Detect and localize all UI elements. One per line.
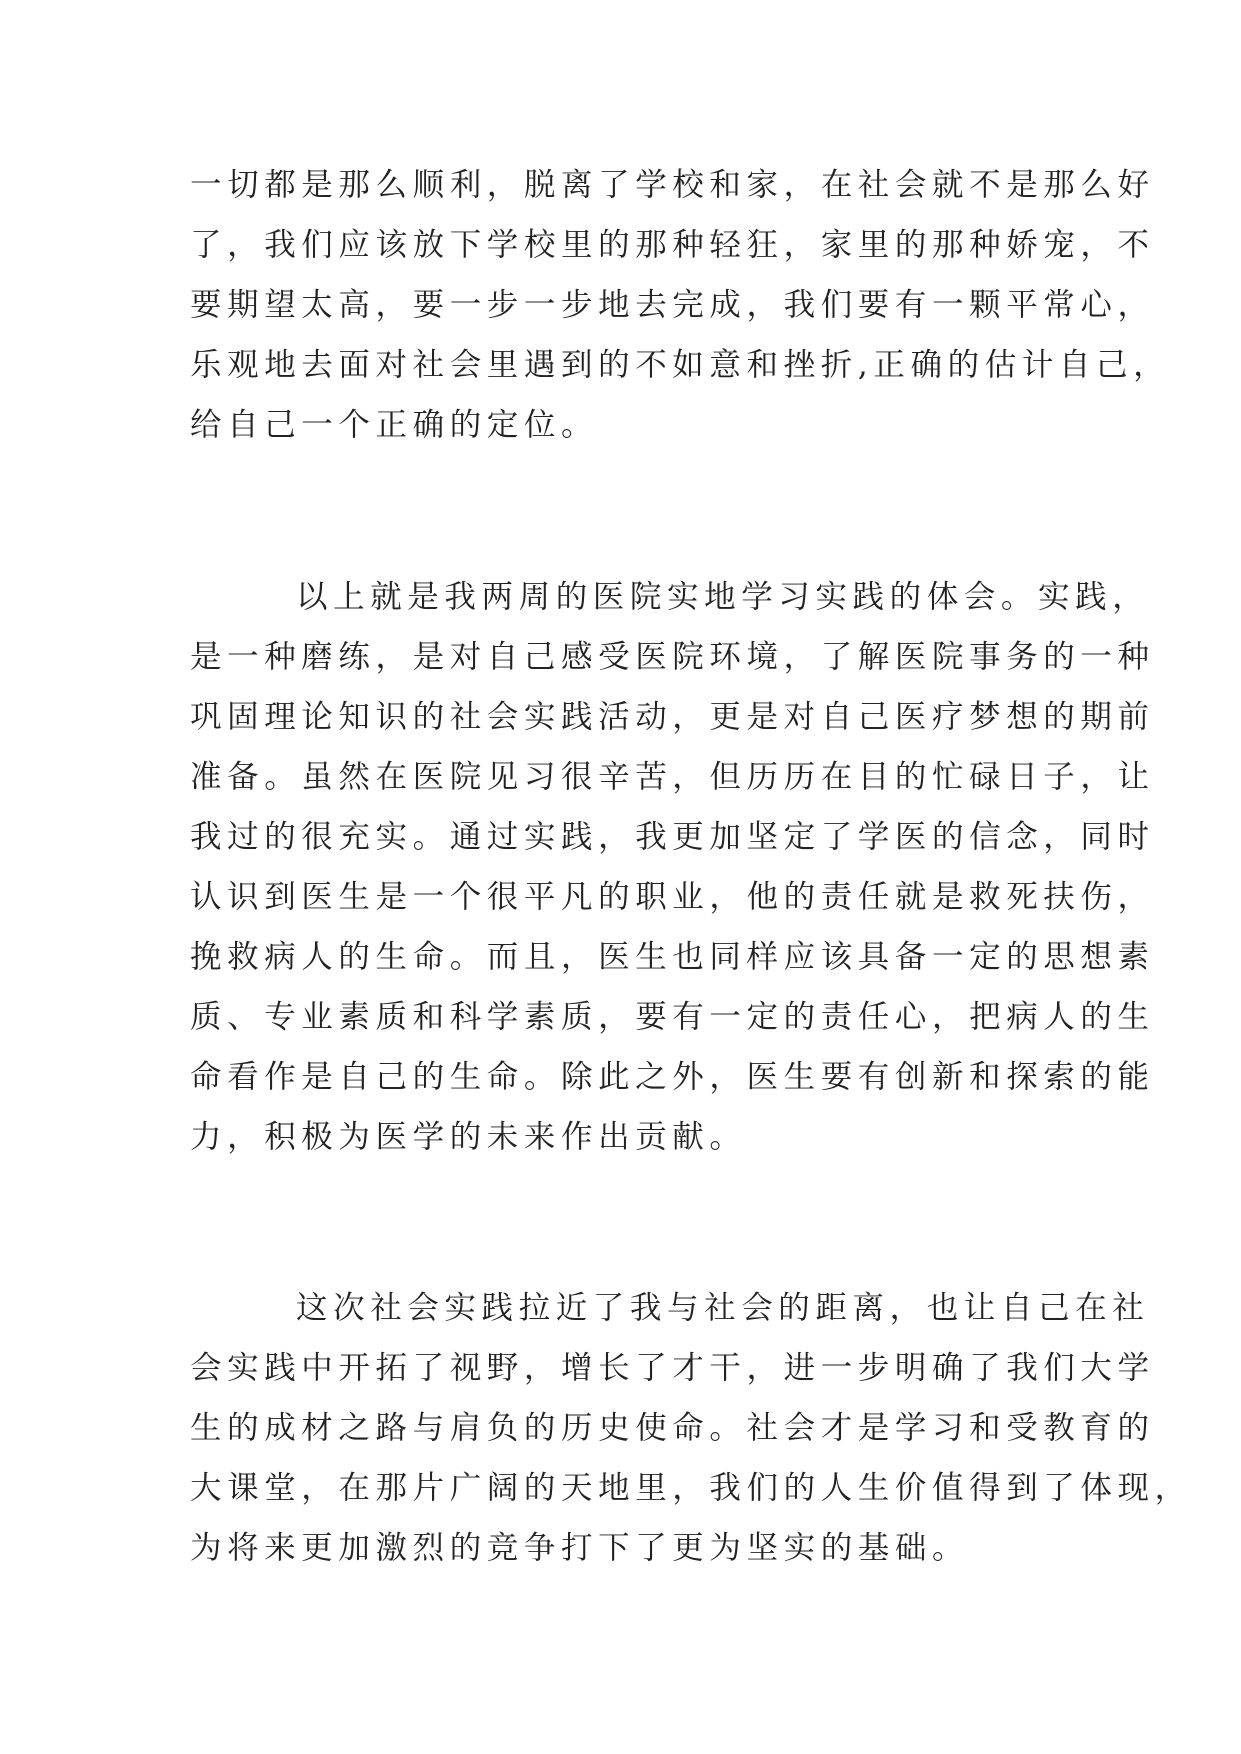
paragraph-line: 以上就是我两周的医院实地学习实践的体会。实践，: [296, 579, 1150, 615]
paragraph-line: 给自己一个正确的定位。: [190, 407, 599, 443]
paragraph-line: 乐观地去面对社会里遇到的不如意和挫折,正确的估计自己，: [190, 347, 1171, 383]
paragraph-line: 会实践中开拓了视野，增长了才干，进一步明确了我们大学: [190, 1350, 1155, 1386]
paragraph-line: 这次社会实践拉近了我与社会的距离，也让自己在社: [296, 1290, 1150, 1326]
paragraph-line: 巩固理论知识的社会实践活动，更是对自己医疗梦想的期前: [190, 699, 1155, 735]
paragraph-line: 命看作是自己的生命。除此之外，医生要有创新和探索的能: [190, 1059, 1155, 1095]
paragraph-line: 准备。虽然在医院见习很辛苦，但历历在目的忙碌日子，让: [190, 759, 1155, 795]
paragraph-line: 力，积极为医学的未来作出贡献。: [190, 1119, 747, 1155]
paragraph-line: 一切都是那么顺利，脱离了学校和家，在社会就不是那么好: [190, 167, 1155, 203]
paragraph-line: 生的成材之路与肩负的历史使命。社会才是学习和受教育的: [190, 1410, 1155, 1446]
paragraph-line: 认识到医生是一个很平凡的职业，他的责任就是救死扶伤，: [190, 879, 1155, 915]
paragraph-line: 质、专业素质和科学素质，要有一定的责任心，把病人的生: [190, 999, 1155, 1035]
paragraph-line: 要期望太高，要一步一步地去完成，我们要有一颗平常心，: [190, 287, 1155, 323]
paragraph-line: 了，我们应该放下学校里的那种轻狂，家里的那种娇宠，不: [190, 227, 1155, 263]
paragraph-line: 我过的很充实。通过实践，我更加坚定了学医的信念，同时: [190, 819, 1155, 855]
paragraph-line: 挽救病人的生命。而且，医生也同样应该具备一定的思想素: [190, 939, 1155, 975]
paragraph-line: 是一种磨练，是对自己感受医院环境，了解医院事务的一种: [190, 639, 1155, 675]
paragraph-line: 大课堂，在那片广阔的天地里，我们的人生价值得到了体现，: [190, 1470, 1192, 1506]
paragraph-line: 为将来更加激烈的竞争打下了更为坚实的基础。: [190, 1530, 970, 1566]
